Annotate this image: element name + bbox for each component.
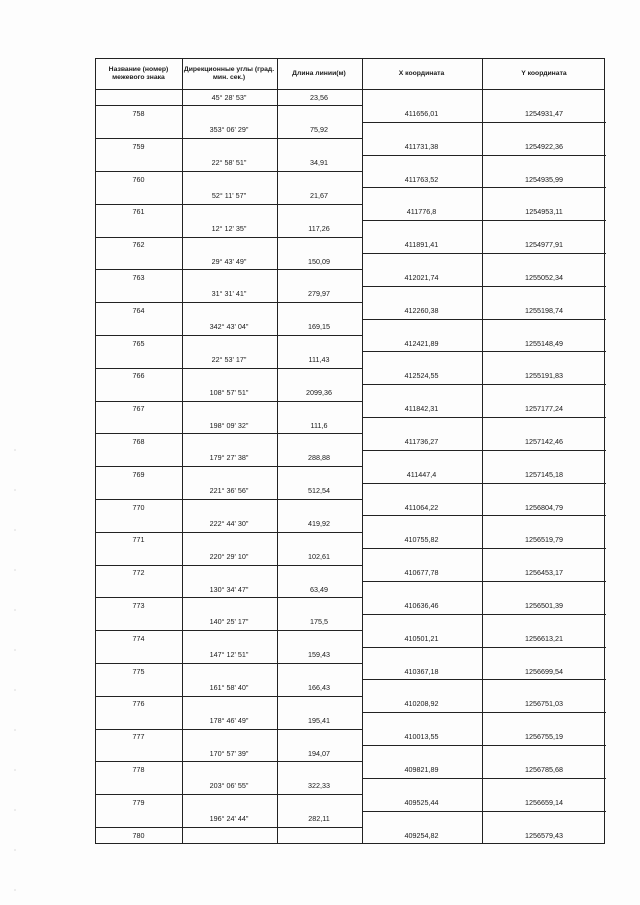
y-coordinate: 1256519,79: [525, 535, 563, 545]
point-name: 759: [132, 141, 145, 151]
direction-angle: 45° 28' 53": [211, 92, 247, 102]
header-direction-angle: Дирекционные углы (град. мин. сек.): [183, 66, 275, 81]
direction-angle: 220° 29' 10": [209, 551, 249, 561]
line-length: 166,43: [308, 682, 330, 692]
row-divider: [362, 548, 606, 549]
direction-angle: 130° 34' 47": [209, 584, 249, 594]
direction-angle: 31° 31' 41": [211, 289, 247, 299]
row-divider: [362, 712, 606, 713]
line-length: 288,88: [308, 453, 330, 463]
row-divider: [362, 581, 606, 582]
row-divider: [362, 286, 606, 287]
x-coordinate: 410208,92: [404, 699, 439, 709]
point-name: 767: [132, 404, 145, 414]
line-length: 279,97: [308, 289, 330, 299]
line-length: 195,41: [308, 715, 330, 725]
point-name: 779: [132, 797, 145, 807]
point-name: 760: [132, 174, 145, 184]
point-name: 766: [132, 371, 145, 381]
direction-angle: 22° 53' 17": [211, 354, 247, 364]
point-name: 772: [132, 568, 145, 578]
y-coordinate: 1256659,14: [525, 797, 563, 807]
x-coordinate: 411891,41: [404, 240, 439, 250]
y-coordinate: 1257145,18: [525, 469, 563, 479]
y-coordinate: 1255198,74: [525, 305, 563, 315]
x-coordinate: 410367,18: [404, 666, 439, 676]
line-length: 169,15: [308, 322, 330, 332]
row-divider: [362, 614, 606, 615]
header-point-name: Название (номер) межевого знака: [108, 66, 169, 81]
y-coordinate: 1256613,21: [525, 633, 563, 643]
y-coordinate: 1256699,54: [525, 666, 563, 676]
row-divider: [362, 220, 606, 221]
point-name: 758: [132, 108, 145, 118]
direction-angle: 22° 58' 51": [211, 158, 247, 168]
x-coordinate: 411842,31: [404, 404, 439, 414]
y-coordinate: 1254953,11: [525, 207, 563, 217]
header-x-coordinate: X координата: [398, 70, 445, 77]
point-name: 780: [132, 830, 145, 840]
direction-angle: 147° 12' 51": [209, 650, 249, 660]
direction-angle: 29° 43' 49": [211, 256, 247, 266]
point-name: 773: [132, 600, 145, 610]
row-divider: [362, 351, 606, 352]
point-name: 765: [132, 338, 145, 348]
row-divider: [362, 384, 606, 385]
direction-angle: 203° 06' 55": [209, 781, 249, 791]
line-length: 75,92: [310, 125, 328, 135]
x-coordinate: 411064,22: [404, 502, 439, 512]
y-coordinate: 1256755,19: [525, 732, 563, 742]
row-divider: [362, 155, 606, 156]
y-coordinate: 1254977,91: [525, 240, 563, 250]
y-coordinate: 1254922,36: [525, 141, 563, 151]
point-name: 769: [132, 469, 145, 479]
x-coordinate: 412524,55: [404, 371, 439, 381]
row-divider: [362, 417, 606, 418]
direction-angle: 140° 25' 17": [209, 617, 249, 627]
point-name: 775: [132, 666, 145, 676]
x-coordinate: 411776,8: [406, 207, 437, 217]
direction-angle: 52° 11' 57": [211, 190, 247, 200]
line-length: 150,09: [308, 256, 330, 266]
header-y-coordinate: Y координата: [521, 70, 567, 77]
y-coordinate: 1256804,79: [525, 502, 563, 512]
line-length: 63,49: [310, 584, 328, 594]
y-coordinate: 1256579,43: [525, 830, 563, 840]
direction-angle: 222° 44' 30": [209, 518, 249, 528]
direction-angle: 179° 27' 38": [209, 453, 249, 463]
x-coordinate: 411731,38: [404, 141, 439, 151]
line-length: 322,33: [308, 781, 330, 791]
line-length: 23,56: [310, 92, 328, 102]
margin-dots: [14, 430, 16, 900]
row-divider: [362, 253, 606, 254]
point-name: 764: [132, 305, 145, 315]
direction-angle: 108° 57' 51": [209, 387, 249, 397]
x-coordinate: 412021,74: [404, 272, 439, 282]
direction-angle: 12° 12' 35": [211, 223, 247, 233]
line-length: 175,5: [310, 617, 328, 627]
y-coordinate: 1255052,34: [525, 272, 563, 282]
direction-angle: 170° 57' 39": [209, 748, 249, 758]
x-coordinate: 411447,4: [406, 469, 437, 479]
row-divider: [362, 319, 606, 320]
y-coordinate: 1255148,49: [525, 338, 563, 348]
x-coordinate: 412260,38: [404, 305, 439, 315]
row-divider: [362, 811, 606, 812]
direction-angle: 198° 09' 32": [209, 420, 249, 430]
row-divider: [362, 483, 606, 484]
line-length: 512,54: [308, 486, 330, 496]
y-coordinate: 1255191,83: [525, 371, 563, 381]
x-coordinate: 410013,55: [404, 732, 439, 742]
row-divider: [362, 778, 606, 779]
y-coordinate: 1257142,46: [525, 436, 563, 446]
point-name: 774: [132, 633, 145, 643]
x-coordinate: 412421,89: [404, 338, 439, 348]
line-length: 419,92: [308, 518, 330, 528]
line-length: 282,11: [308, 814, 330, 824]
line-length: 111,43: [308, 354, 330, 364]
point-name: 768: [132, 436, 145, 446]
y-coordinate: 1256453,17: [525, 568, 563, 578]
row-divider: [362, 679, 606, 680]
y-coordinate: 1254931,47: [525, 108, 563, 118]
direction-angle: 342° 43' 04": [209, 322, 249, 332]
x-coordinate: 410755,82: [404, 535, 439, 545]
row-divider: [362, 745, 606, 746]
x-coordinate: 410677,78: [404, 568, 439, 578]
line-length: 194,07: [308, 748, 330, 758]
point-name: 770: [132, 502, 145, 512]
point-name: 762: [132, 240, 145, 250]
row-divider: [362, 122, 606, 123]
point-name: 777: [132, 732, 145, 742]
y-coordinate: 1256751,03: [525, 699, 563, 709]
x-coordinate: 409821,89: [404, 764, 439, 774]
point-name: 761: [132, 207, 145, 217]
point-name: 771: [132, 535, 145, 545]
x-coordinate: 411656,01: [404, 108, 439, 118]
direction-angle: 353° 06' 29": [209, 125, 249, 135]
line-length: 159,43: [308, 650, 330, 660]
x-coordinate: 409525,44: [404, 797, 439, 807]
y-coordinate: 1257177,24: [525, 404, 563, 414]
row-divider: [362, 647, 606, 648]
line-length: 117,26: [308, 223, 330, 233]
line-length: 102,61: [308, 551, 330, 561]
x-coordinate: 410636,46: [404, 600, 439, 610]
y-coordinate: 1254935,99: [525, 174, 563, 184]
row-divider: [362, 515, 606, 516]
direction-angle: 161° 58' 40": [209, 682, 249, 692]
row-divider: [362, 450, 606, 451]
direction-angle: 221° 36' 56": [209, 486, 249, 496]
line-length: 111,6: [310, 420, 328, 430]
point-name: 763: [132, 272, 145, 282]
point-name: 778: [132, 764, 145, 774]
y-coordinate: 1256501,39: [525, 600, 563, 610]
x-coordinate: 409254,82: [404, 830, 439, 840]
x-coordinate: 411763,52: [404, 174, 439, 184]
line-length: 2099,36: [306, 387, 332, 397]
line-length: 34,91: [310, 158, 328, 168]
header-line-length: Длина линии(м): [292, 70, 346, 77]
x-coordinate: 410501,21: [404, 633, 439, 643]
point-name: 776: [132, 699, 145, 709]
line-length: 21,67: [310, 190, 328, 200]
y-coordinate: 1256785,68: [525, 764, 563, 774]
row-divider: [362, 187, 606, 188]
coordinates-table: [95, 58, 605, 844]
direction-angle: 178° 46' 49": [209, 715, 249, 725]
direction-angle: 196° 24' 44": [209, 814, 249, 824]
x-coordinate: 411736,27: [404, 436, 439, 446]
